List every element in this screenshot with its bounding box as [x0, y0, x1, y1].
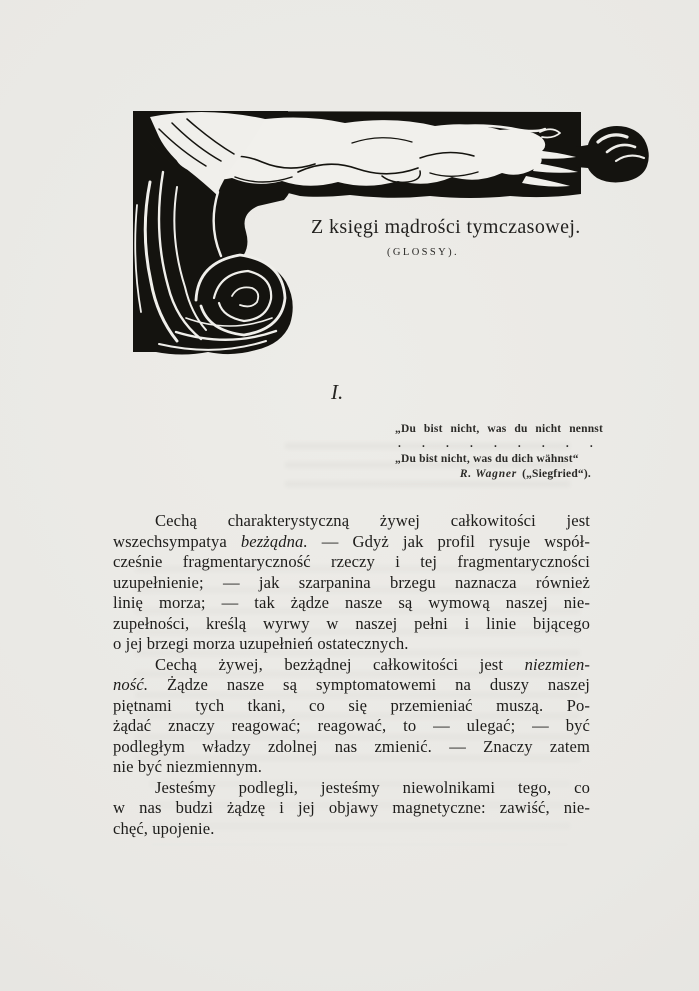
body-text-line: piętnami tych tkani, co się przemieniać muszą. Po-: [113, 695, 590, 715]
body-text-line: chęć, upojenie.: [113, 818, 215, 838]
epigraph-line-2: „Du bist nicht, was du dich wähnst“: [395, 453, 579, 465]
epigraph-author: R. Wagner: [459, 468, 518, 480]
body-text-line: Jesteśmy podlegli, jesteśmy niewolnikami tego, co: [155, 777, 590, 797]
epigraph-dot: .: [469, 438, 474, 450]
epigraph-dot: .: [565, 438, 569, 450]
body-text-line: podległym władzy zdolnej nas zmienić. — Znaczy zatem: [113, 736, 590, 756]
body-text-line: wszechsympatya bezżądna. — Gdyż jak profil rysuje współ-: [113, 531, 591, 551]
epigraph-dot: .: [493, 438, 498, 450]
body-text-line: o jej brzegi morza uzupełnień ostatecznych.: [113, 634, 409, 653]
body-text-line: w nas budzi żądzę i jej objawy magnetyczne: zawiść, nie-: [113, 798, 590, 817]
body-text-line: Cechą żywej, bezżądnej całkowitości jest niezmien-: [155, 654, 590, 674]
body-text-line: ność. Żądze nasze są symptomatowemi na duszy naszej: [113, 675, 590, 694]
epigraph-line-1: „Du bist nicht, was du nicht nennst: [395, 423, 603, 435]
epigraph-attribution: [395, 468, 603, 481]
epigraph-dot: .: [541, 438, 545, 450]
epigraph-dot: .: [421, 438, 426, 450]
chapter-title: Z księgi mądrości tymczasowej.: [311, 216, 581, 238]
body-text-line: nie być niezmiennym.: [113, 757, 262, 776]
epigraph-dot: .: [517, 438, 521, 450]
body-text-line: cześnie fragmentaryczność rzeczy i tej fragmentaryczności: [113, 552, 590, 571]
epigraph-work-title: („Siegfried“).: [522, 468, 591, 480]
body-text-line: uzupełnienie; — jak szarpanina brzegu naznacza również: [113, 572, 590, 592]
section-number: I.: [331, 380, 344, 404]
body-text-line: żądać znaczy reagować; reagować, to — ulegać; — być: [113, 716, 590, 735]
epigraph-dots-row: [395, 438, 603, 450]
epigraph-dot: .: [589, 438, 593, 450]
body-text-line: Cechą charakterystyczną żywej całkowitości jest: [155, 511, 590, 530]
body-text-line: linię morza; — tak żądze nasze są wymową naszej nie-: [113, 593, 590, 612]
epigraph: [395, 423, 603, 481]
epigraph-dot: .: [398, 438, 402, 450]
epigraph-dot: .: [445, 438, 450, 450]
body-text: [113, 511, 590, 839]
chapter-subtitle: (GLOSSY).: [387, 247, 460, 258]
body-text-line: zupełności, kreślą wyrwy w naszej pełni i linie bijącego: [113, 613, 590, 633]
